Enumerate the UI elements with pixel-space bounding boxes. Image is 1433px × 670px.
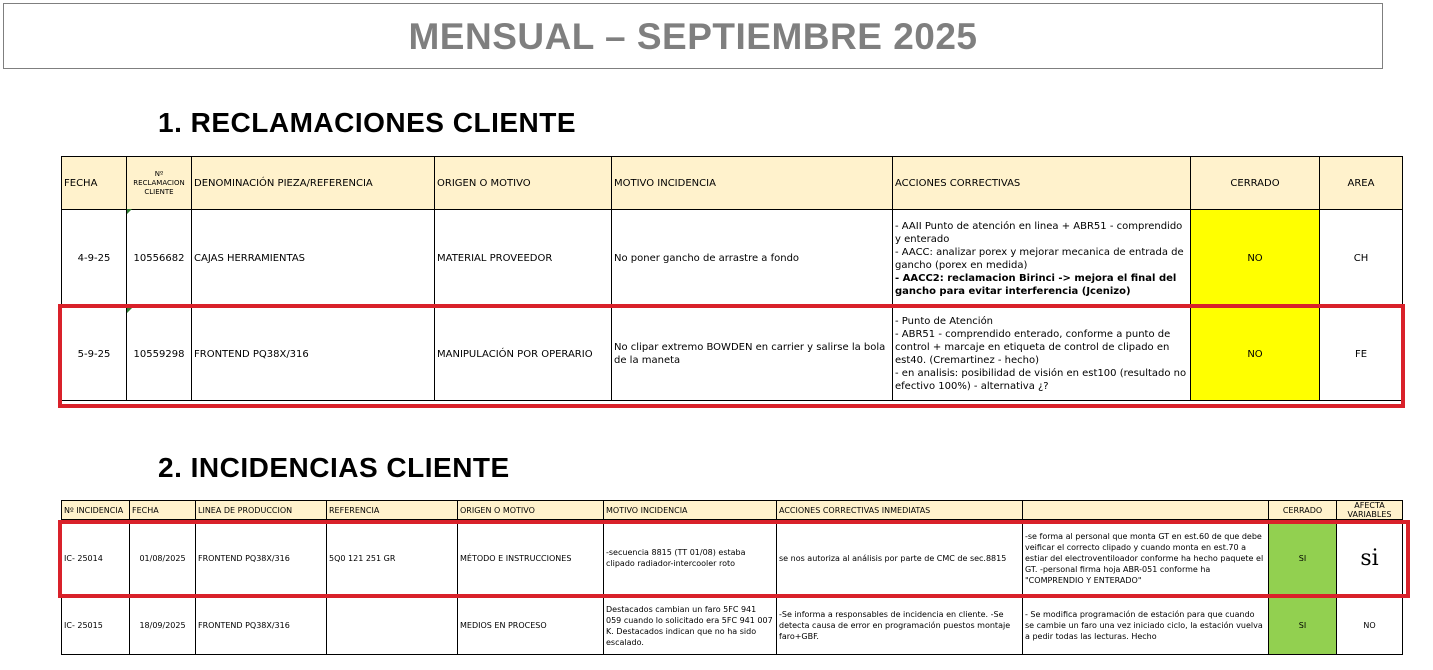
table-header-row	[62, 157, 1403, 210]
page-title: MENSUAL – SEPTIEMBRE 2025	[408, 16, 978, 57]
comment-marker-icon	[127, 308, 132, 313]
header-acciones: ACCIONES CORRECTIVAS	[893, 157, 1191, 210]
cell-extra: - Se modifica programación de estación para que cuando se cambie un faro una vez iniciado ciclo, la estación vuelva a pedir todas las lecturas. Hecho	[1023, 597, 1269, 655]
table-row	[62, 210, 1403, 308]
header-extra	[1023, 501, 1269, 520]
accion-line: - en analisis: posibilidad de visión en est100 (resultado no efectivo 100%) - alternativa ¿?	[895, 368, 1187, 392]
header-referencia: REFERENCIA	[327, 501, 458, 520]
header-cerrado: CERRADO	[1191, 157, 1320, 210]
cell-linea: FRONTEND PQ38X/316	[196, 520, 327, 597]
section-title-incidencias: 2. INCIDENCIAS CLIENTE	[158, 452, 510, 483]
header-origen: ORIGEN O MOTIVO	[458, 501, 604, 520]
accion-line: - AACC: analizar porex y mejorar mecanica de entrada de gancho (porex en medida)	[895, 246, 1184, 271]
cell-extra: -se forma al personal que monta GT en est.60 de que debe veificar el correcto clipado y cuando monta en est.70 a estiar del electroventiloador conforme ha hecho paquete el GT. -personal firma hoja ABR-051 conforme ha "COMPRENDIO Y ENTERADO"	[1023, 520, 1269, 597]
cell-n-incidencia: IC- 25015	[62, 597, 130, 655]
cell-n-reclamacion: 10559298	[127, 308, 192, 401]
incidencias-table	[61, 500, 1403, 655]
page-title-box	[3, 3, 1383, 69]
comment-marker-icon	[127, 209, 132, 214]
cell-motivo: No clipar extremo BOWDEN en carrier y salirse la bola de la maneta	[612, 308, 893, 401]
cell-origen: MANIPULACIÓN POR OPERARIO	[435, 308, 612, 401]
accion-line: - AAII Punto de atención en linea + ABR51 - comprendido y enterado	[895, 220, 1183, 245]
cell-referencia	[327, 597, 458, 655]
cell-fecha: 18/09/2025	[130, 597, 196, 655]
reclamaciones-table	[61, 156, 1403, 401]
header-n-incidencia: Nº INCIDENCIA	[62, 501, 130, 520]
accion-line: - ABR51 - comprendido enterado, conforme a punto de control + marcaje en etiqueta de control de clipado en est40. (Cremartinez - hecho)	[895, 329, 1171, 366]
cell-fecha: 4-9-25	[62, 210, 127, 308]
table-row	[62, 597, 1403, 655]
cell-denominacion: CAJAS HERRAMIENTAS	[192, 210, 435, 308]
cell-linea: FRONTEND PQ38X/316	[196, 597, 327, 655]
header-cerrado: CERRADO	[1269, 501, 1337, 520]
cell-origen: MATERIAL PROVEEDOR	[435, 210, 612, 308]
header-acciones: ACCIONES CORRECTIVAS INMEDIATAS	[777, 501, 1023, 520]
cell-acciones: se nos autoriza al análisis por parte de CMC de sec.8815	[777, 520, 1023, 597]
cell-motivo: No poner gancho de arrastre a fondo	[612, 210, 893, 308]
section-title-reclamaciones: 1. RECLAMACIONES CLIENTE	[158, 107, 577, 138]
table-header-row	[62, 501, 1403, 520]
cell-fecha: 5-9-25	[62, 308, 127, 401]
cell-afecta: si	[1337, 520, 1403, 597]
cell-referencia: 5Q0 121 251 GR	[327, 520, 458, 597]
header-fecha: FECHA	[130, 501, 196, 520]
cell-motivo: Destacados cambian un faro 5FC 941 059 cuando lo solicitado era 5FC 941 007 K. Destacados indican que no ha sido escalado.	[604, 597, 777, 655]
header-motivo: MOTIVO INCIDENCIA	[612, 157, 893, 210]
cell-origen: MÉTODO E INSTRUCCIONES	[458, 520, 604, 597]
cell-acciones: -Se informa a responsables de incidencia en cliente. -Se detecta causa de error en programación puestos montaje faro+GBF.	[777, 597, 1023, 655]
cell-acciones	[893, 210, 1191, 308]
table-row	[62, 520, 1403, 597]
header-origen: ORIGEN O MOTIVO	[435, 157, 612, 210]
header-area: AREA	[1320, 157, 1403, 210]
cell-cerrado: SI	[1269, 597, 1337, 655]
cell-n-incidencia: IC- 25014	[62, 520, 130, 597]
cell-afecta: NO	[1337, 597, 1403, 655]
cell-motivo: -secuencia 8815 (TT 01/08) estaba clipado radiador-intercooler roto	[604, 520, 777, 597]
cell-n-reclamacion: 10556682	[127, 210, 192, 308]
cell-acciones	[893, 308, 1191, 401]
accion-line-bold: - AACC2: reclamacion Birinci -> mejora el final del gancho para evitar interferencia (Jcenizo)	[895, 272, 1177, 297]
header-fecha: FECHA	[62, 157, 127, 210]
cell-area: CH	[1320, 210, 1403, 308]
cell-denominacion: FRONTEND PQ38X/316	[192, 308, 435, 401]
cell-cerrado: NO	[1191, 308, 1320, 401]
cell-cerrado: NO	[1191, 210, 1320, 308]
header-linea: LINEA DE PRODUCCION	[196, 501, 327, 520]
cell-origen: MEDIOS EN PROCESO	[458, 597, 604, 655]
header-n-reclamacion: Nº RECLAMACION CLIENTE	[127, 157, 192, 210]
header-motivo: MOTIVO INCIDENCIA	[604, 501, 777, 520]
header-denominacion: DENOMINACIÓN PIEZA/REFERENCIA	[192, 157, 435, 210]
cell-area: FE	[1320, 308, 1403, 401]
table-row	[62, 308, 1403, 401]
cell-fecha: 01/08/2025	[130, 520, 196, 597]
cell-cerrado: SI	[1269, 520, 1337, 597]
accion-line: - Punto de Atención	[895, 316, 994, 327]
header-afecta: AFECTA VARIABLES	[1337, 501, 1403, 520]
